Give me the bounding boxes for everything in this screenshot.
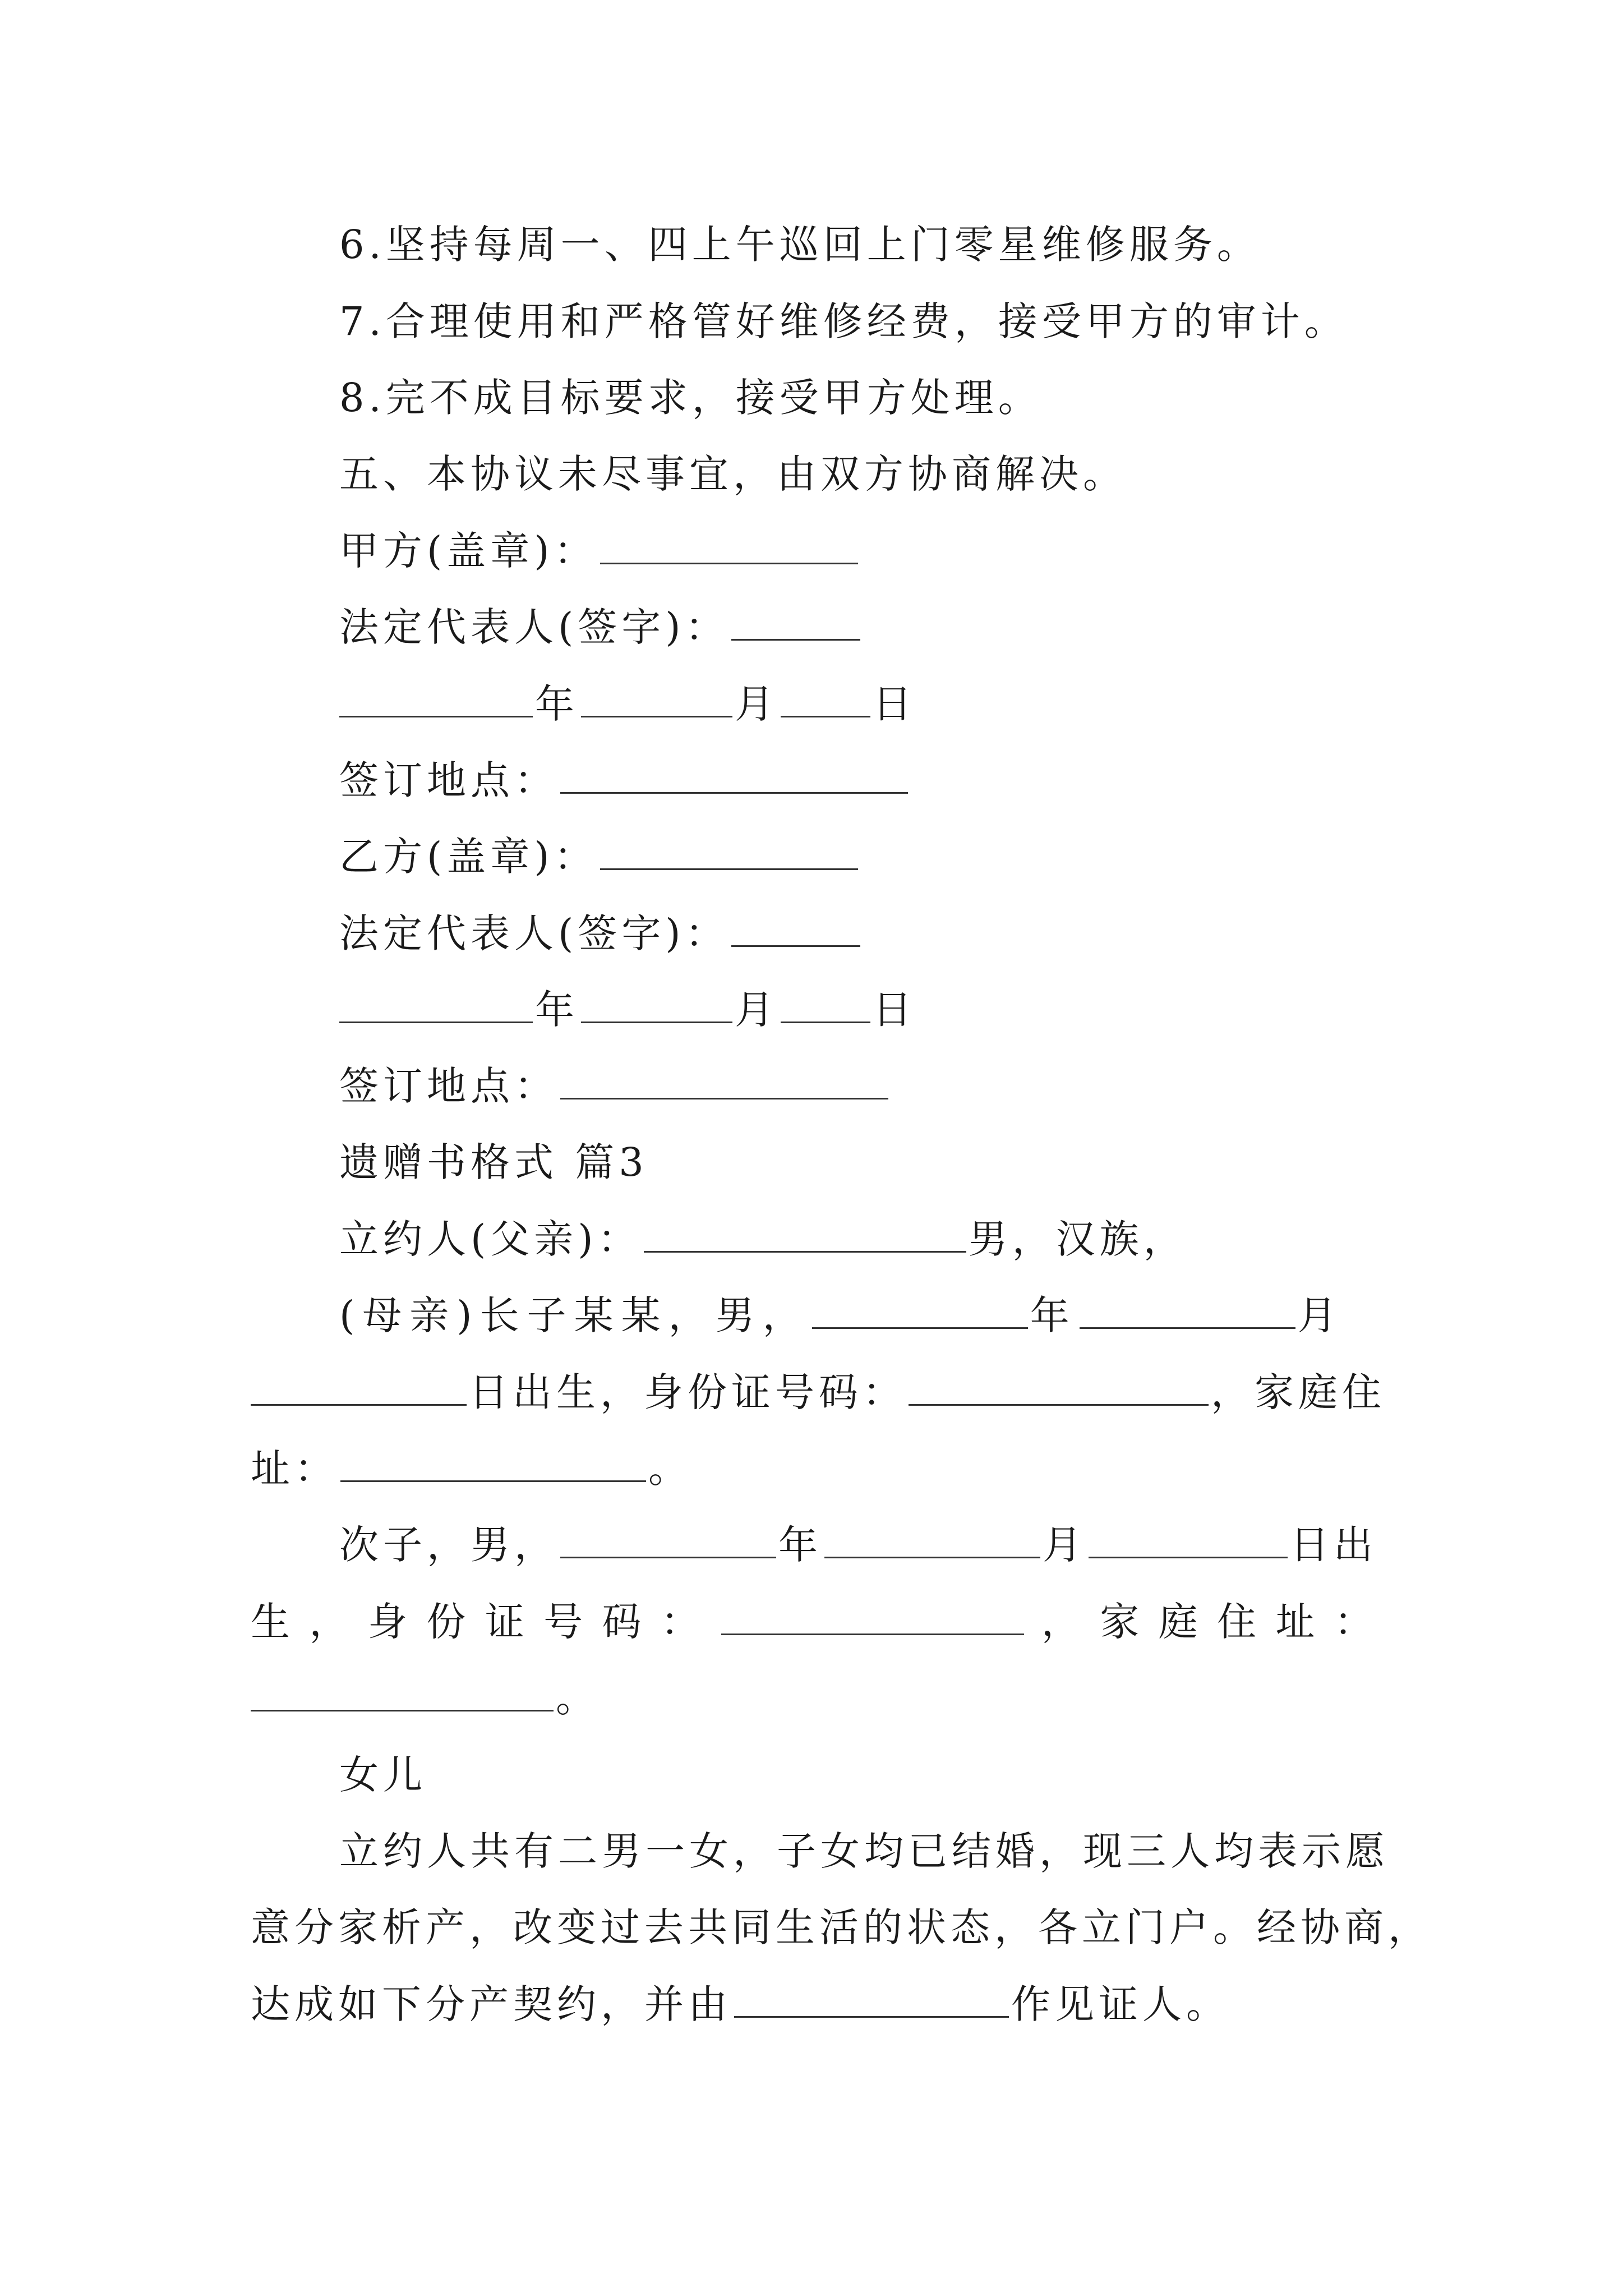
day-label: 日 bbox=[873, 681, 916, 727]
party-b-place-line bbox=[339, 1055, 891, 1117]
paragraph-line-2: 意分家析产，改变过去共同生活的状态，各立门户。经协商， bbox=[251, 1904, 1432, 1950]
party-a-seal-label: 甲方(盖章)： bbox=[339, 528, 598, 574]
home-char: 家 bbox=[1100, 1599, 1144, 1645]
year-label: 年 bbox=[778, 1522, 822, 1568]
home-char: ： bbox=[1334, 1599, 1378, 1645]
eldest-birth-line bbox=[251, 1361, 1386, 1423]
paragraph-line-1: 立约人共有二男一女，子女均已结婚，现三人均表示愿 bbox=[339, 1828, 1389, 1874]
second-month-blank[interactable] bbox=[824, 1520, 1040, 1558]
day-blank[interactable] bbox=[781, 984, 870, 1023]
month-label: 月 bbox=[735, 987, 778, 1033]
second-birth-line bbox=[251, 1591, 1378, 1653]
second-addr-line bbox=[251, 1667, 600, 1729]
sign-place-blank[interactable] bbox=[560, 755, 908, 794]
party-b-seal-line bbox=[339, 826, 860, 887]
birth-char: ， bbox=[309, 1599, 353, 1645]
second-id-blank[interactable] bbox=[721, 1596, 1024, 1635]
month-label: 月 bbox=[1043, 1522, 1086, 1568]
year-label: 年 bbox=[1030, 1292, 1077, 1338]
witness-blank[interactable] bbox=[734, 1979, 1009, 2018]
daughter-line: 女儿 bbox=[339, 1752, 427, 1798]
birth-char: 身 bbox=[367, 1599, 412, 1645]
day-label: 日 bbox=[873, 987, 916, 1033]
year-blank[interactable] bbox=[339, 679, 533, 717]
para-3-end: 作见证人。 bbox=[1011, 1981, 1230, 2027]
born-id-text: 日出生，身份证号码： bbox=[469, 1369, 906, 1415]
maker-father-line bbox=[339, 1208, 1187, 1270]
day-out-text: 日出 bbox=[1290, 1522, 1377, 1568]
party-b-seal-blank[interactable] bbox=[600, 831, 858, 870]
paragraph-line-3 bbox=[251, 1973, 1230, 2035]
home-char: 庭 bbox=[1158, 1599, 1202, 1645]
period: 。 bbox=[648, 1446, 692, 1492]
year-label: 年 bbox=[535, 681, 579, 727]
month-blank[interactable] bbox=[581, 679, 732, 717]
eldest-year-blank[interactable] bbox=[812, 1290, 1028, 1329]
sign-place-blank[interactable] bbox=[560, 1061, 888, 1099]
party-b-seal-label: 乙方(盖章)： bbox=[339, 834, 598, 880]
clause-7: 7.合理使用和严格管好维修经费，接受甲方的审计。 bbox=[339, 298, 1348, 344]
birth-char: 份 bbox=[426, 1599, 471, 1645]
sign-place-label: 签订地点： bbox=[339, 757, 558, 803]
legal-rep-label: 法定代表人(签字)： bbox=[339, 604, 729, 650]
eldest-day-blank[interactable] bbox=[251, 1367, 467, 1406]
eldest-son-line bbox=[339, 1285, 1371, 1346]
month-blank[interactable] bbox=[581, 984, 732, 1023]
clause-6: 6.坚持每周一、四上午巡回上门零星维修服务。 bbox=[339, 222, 1261, 268]
maker-father-label: 立约人(父亲)： bbox=[339, 1216, 642, 1262]
male-han-text: 男，汉族， bbox=[968, 1216, 1187, 1262]
legal-rep-label: 法定代表人(签字)： bbox=[339, 910, 729, 956]
section-title: 遗赠书格式 篇3 bbox=[339, 1139, 648, 1185]
clause-5-section: 五、本协议未尽事宜，由双方协商解决。 bbox=[339, 451, 1127, 497]
birth-char: ： bbox=[660, 1599, 704, 1645]
para-3-start: 达成如下分产契约，并由 bbox=[251, 1981, 732, 2027]
eldest-addr-line bbox=[251, 1438, 692, 1499]
home-char: 住 bbox=[1217, 1599, 1261, 1645]
party-a-place-line bbox=[339, 749, 910, 811]
sign-place-label: 签订地点： bbox=[339, 1063, 558, 1109]
eldest-month-blank[interactable] bbox=[1080, 1290, 1295, 1329]
home-char: ， bbox=[1041, 1599, 1085, 1645]
second-addr-blank[interactable] bbox=[251, 1673, 554, 1711]
second-day-blank[interactable] bbox=[1089, 1520, 1288, 1558]
party-a-rep-line bbox=[339, 596, 863, 658]
second-son-line bbox=[339, 1514, 1377, 1576]
month-label: 月 bbox=[735, 681, 778, 727]
clause-8: 8.完不成目标要求，接受甲方处理。 bbox=[339, 375, 1042, 421]
party-a-seal-blank[interactable] bbox=[600, 526, 858, 564]
birth-char: 码 bbox=[602, 1599, 646, 1645]
birth-char: 生 bbox=[251, 1599, 294, 1645]
birth-char: 号 bbox=[543, 1599, 588, 1645]
party-b-date-line bbox=[339, 979, 916, 1041]
legal-rep-blank[interactable] bbox=[731, 602, 860, 641]
home-addr-text: ，家庭住 bbox=[1211, 1369, 1386, 1415]
legal-rep-blank[interactable] bbox=[731, 908, 860, 947]
addr-label: 址： bbox=[251, 1446, 338, 1492]
period: 。 bbox=[556, 1675, 600, 1721]
second-son-text: 次子，男， bbox=[339, 1522, 558, 1568]
maker-father-blank[interactable] bbox=[644, 1214, 966, 1253]
month-label: 月 bbox=[1297, 1292, 1345, 1338]
party-a-date-line bbox=[339, 673, 916, 735]
second-year-blank[interactable] bbox=[560, 1520, 776, 1558]
birth-char: 证 bbox=[485, 1599, 529, 1645]
day-blank[interactable] bbox=[781, 679, 870, 717]
party-a-seal-line bbox=[339, 520, 860, 582]
mother-eldest-text: (母亲)长子某某，男， bbox=[339, 1292, 810, 1338]
eldest-addr-blank[interactable] bbox=[340, 1443, 646, 1482]
home-char: 址 bbox=[1275, 1599, 1320, 1645]
year-blank[interactable] bbox=[339, 984, 533, 1023]
eldest-id-blank[interactable] bbox=[909, 1367, 1209, 1406]
year-label: 年 bbox=[535, 987, 579, 1033]
party-b-rep-line bbox=[339, 903, 863, 964]
